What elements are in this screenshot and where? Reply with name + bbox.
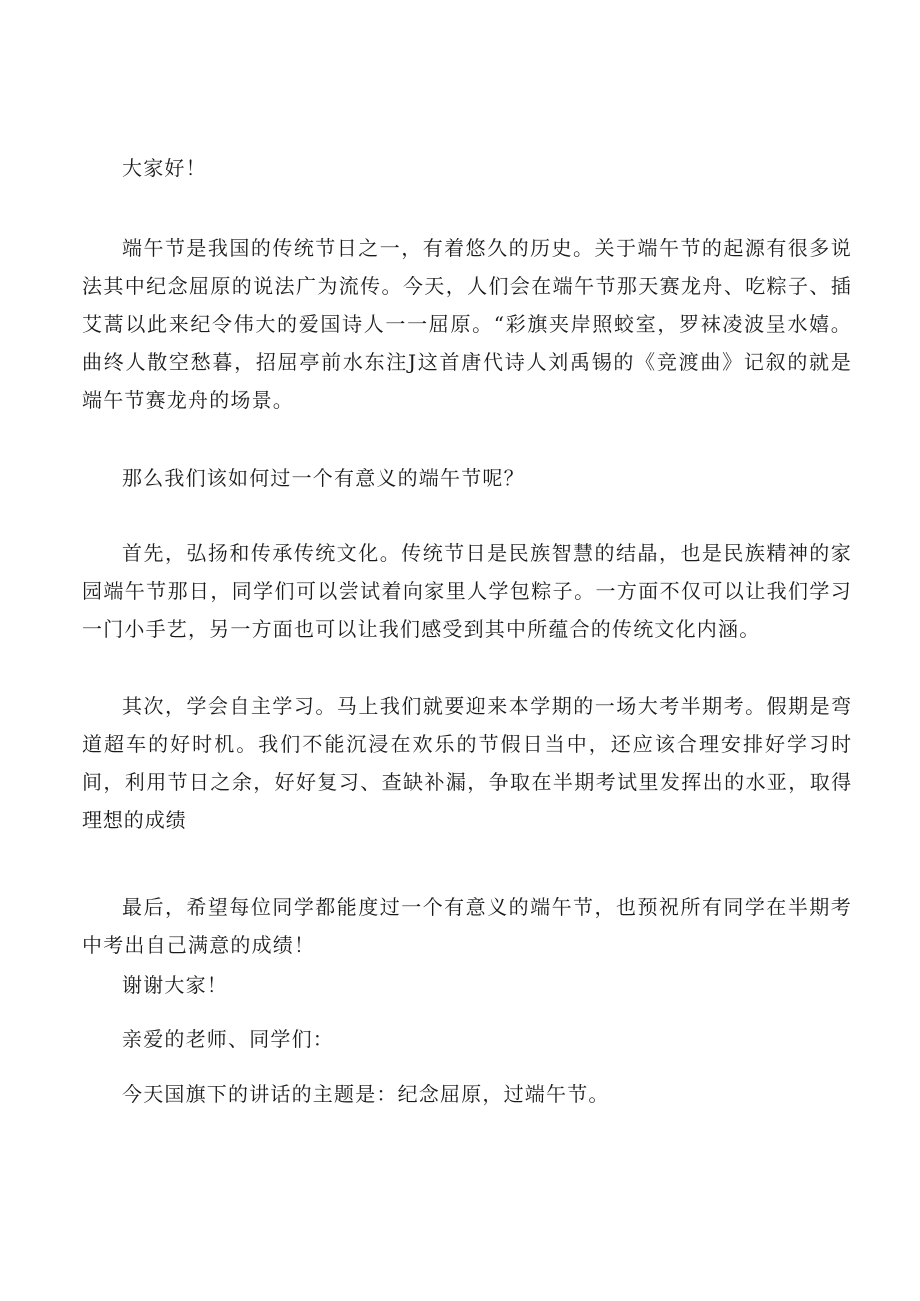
first-point-paragraph: 首先，弘扬和传承传统文化。传统节日是民族智慧的结晶，也是民族精神的家园端午节那日，同学们可以尝试着向家里人学包粽子。一方面不仅可以让我们学习一门小手艺，另一方面也可以让我们感受到其中所蕴合的传统文化内涵。 — [82, 541, 852, 641]
document-page — [82, 0, 852, 1301]
intro-paragraph: 端午节是我国的传统节日之一，有着悠久的历史。关于端午节的起源有很多说法其中纪念屈原的说法广为流传。今天，人们会在端午节那天赛龙舟、吃粽子、插艾蒿以此来纪令伟大的爱国诗人一一屈原。“彩旗夹岸照蛟室，罗袜凌波呈水嬉。曲终人散空愁暮，招屈亭前水东注J这首唐代诗人刘禹锡的《竞渡曲》记叙的就是端午节赛龙舟的场景。 — [82, 236, 852, 412]
greeting-paragraph: 大家好！ — [122, 156, 207, 180]
salutation-paragraph: 亲爱的老师、同学们： — [122, 1027, 334, 1051]
second-point-paragraph: 其次，学会自主学习。马上我们就要迎来本学期的一场大考半期考。假期是弯道超车的好时机。我们不能沉浸在欢乐的节假日当中，还应该合理安排好学习时间，利用节日之余，好好复习、查缺补漏，争取在半期考试里发挥出的水亚，取得理想的成绩 — [82, 694, 852, 832]
question-paragraph: 那么我们该如何过一个有意义的端午节呢？ — [122, 466, 525, 490]
thanks-paragraph: 谢谢大家！ — [122, 973, 228, 997]
closing-paragraph: 最后，希望每位同学都能度过一个有意义的端午节，也预祝所有同学在半期考中考出自己满意的成绩！ — [82, 895, 852, 957]
topic-paragraph: 今天国旗下的讲话的主题是：纪念屈原，过端午节。 — [122, 1082, 610, 1106]
